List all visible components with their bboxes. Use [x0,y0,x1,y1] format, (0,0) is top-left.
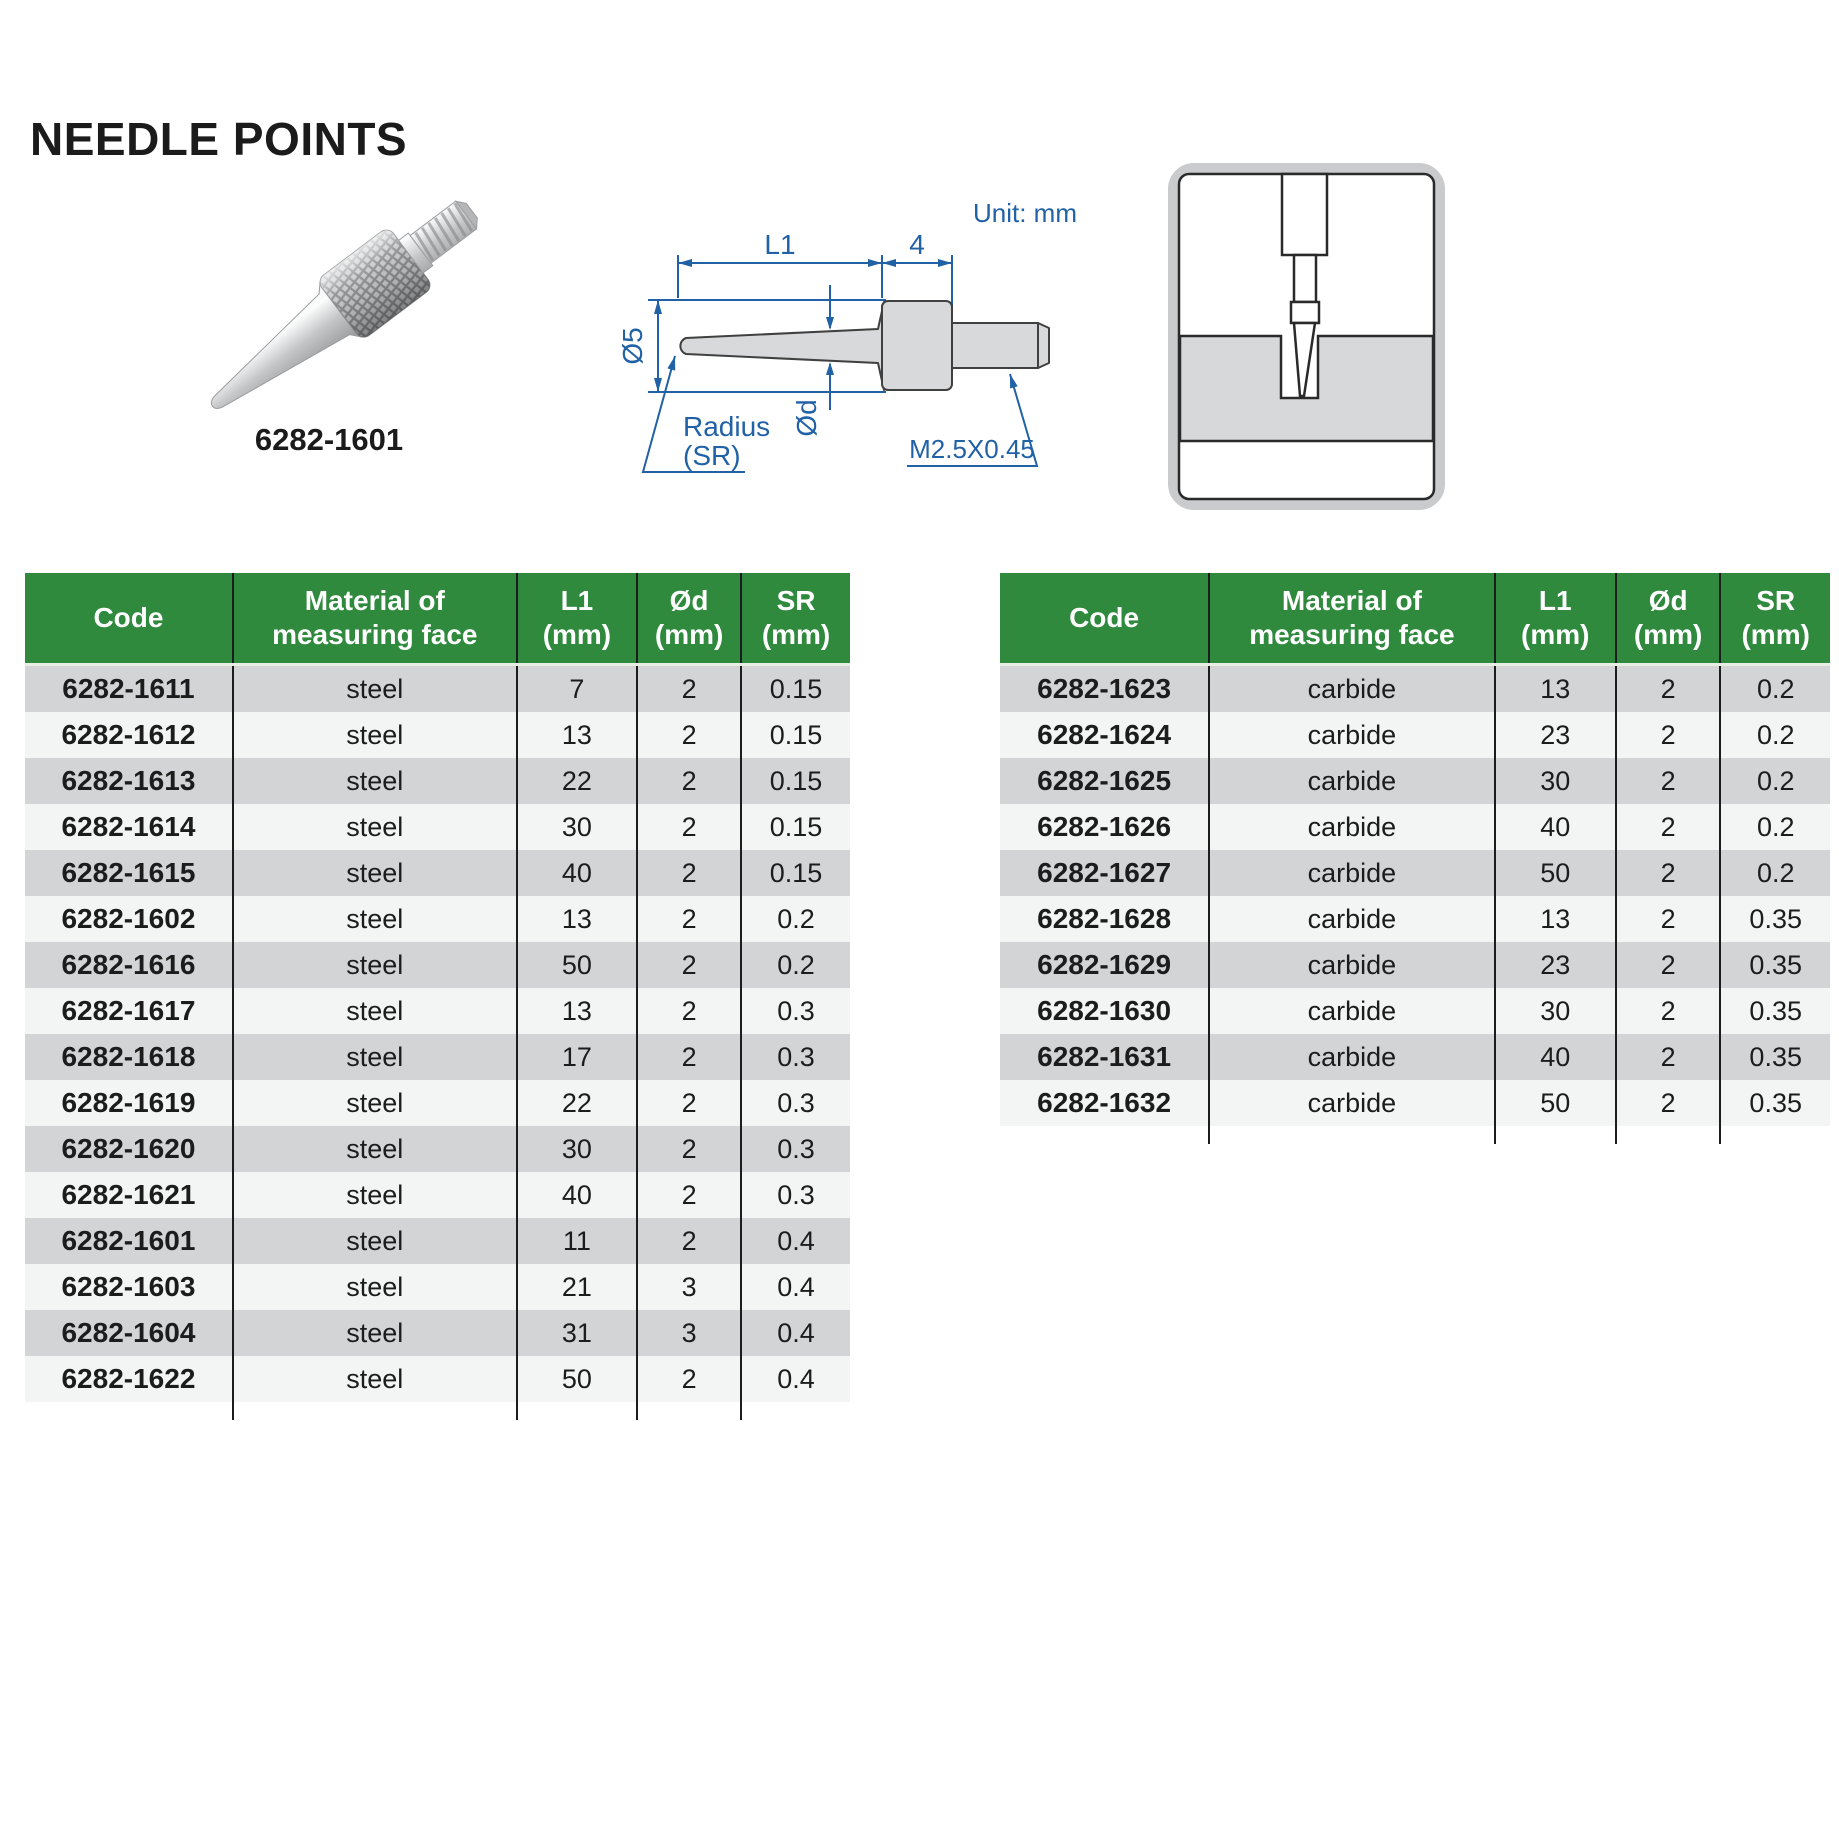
table-row [1000,896,1830,942]
table-row [25,758,850,804]
header-cell: L1 (mm) [1495,573,1616,665]
table-cell-material: steel [233,1310,517,1356]
table-row [25,665,850,713]
table-cell-l1: 50 [1495,1080,1616,1126]
header-row [1000,573,1830,665]
table-cell-sr: 0.3 [741,1034,850,1080]
page-title: NEEDLE POINTS [30,113,408,165]
table-row [25,712,850,758]
table-cell-od: 2 [637,850,741,896]
product-code-label: 6282-1601 [254,422,404,457]
table-cell-material: carbide [1209,1080,1495,1126]
table-cell-code: 6282-1622 [25,1356,233,1402]
table-cell-material: steel [233,1172,517,1218]
table-cell-material: carbide [1209,804,1495,850]
table-cell-code: 6282-1615 [25,850,233,896]
table-cell-sr: 0.3 [741,1080,850,1126]
table-cell-code: 6282-1618 [25,1034,233,1080]
header-cell: Ød (mm) [637,573,741,665]
table-row [25,1310,850,1356]
header-cell: L1 (mm) [517,573,637,665]
table-cell-l1: 31 [517,1310,637,1356]
dim-diad-label: Ød [791,399,822,437]
table-cell-l1: 23 [1495,712,1616,758]
table-row [1000,712,1830,758]
table-cell-sr: 0.15 [741,758,850,804]
table-cell-od: 2 [637,1172,741,1218]
table-cell-l1: 7 [517,665,637,713]
dim-dia5-label: Ø5 [617,327,648,365]
table-cell-material: carbide [1209,712,1495,758]
table-cell-l1: 50 [517,942,637,988]
table-cell-code: 6282-1612 [25,712,233,758]
table-cell-code: 6282-1624 [1000,712,1209,758]
table-cell-material: carbide [1209,942,1495,988]
table-row [25,1218,850,1264]
table-cell-l1: 22 [517,758,637,804]
table-row [25,804,850,850]
spec-table-steel [25,573,850,1420]
table-cell-code: 6282-1630 [1000,988,1209,1034]
table-cell-material: steel [233,1264,517,1310]
table-cell-l1: 30 [517,1126,637,1172]
drawing-needle [680,302,884,390]
table-row [1000,988,1830,1034]
table-row [25,850,850,896]
table-cell-code: 6282-1616 [25,942,233,988]
table-cell-sr: 0.3 [741,988,850,1034]
column-line-extension-cell [1000,1126,1209,1144]
table-cell-sr: 0.4 [741,1218,850,1264]
table-cell-code: 6282-1602 [25,896,233,942]
header-cell: Code [25,573,233,665]
table-cell-l1: 50 [1495,850,1616,896]
table-cell-sr: 0.2 [741,942,850,988]
table-cell-od: 2 [1616,758,1721,804]
usage-illustration [1165,160,1448,512]
table-cell-sr: 0.2 [1720,850,1830,896]
table-cell-sr: 0.3 [741,1172,850,1218]
dim-4-label: 4 [909,229,925,260]
table-cell-material: steel [233,896,517,942]
table-cell-material: steel [233,1034,517,1080]
table-row [25,942,850,988]
dimension-drawing [540,170,1160,502]
needle-point-photo-group [190,181,495,437]
dim-l1-label: L1 [764,229,796,260]
table-cell-od: 3 [637,1264,741,1310]
table-row [1000,1080,1830,1126]
table-cell-od: 2 [1616,1080,1721,1126]
table-cell-code: 6282-1604 [25,1310,233,1356]
table-cell-code: 6282-1628 [1000,896,1209,942]
needle-part-outline [680,301,1049,390]
table-row [1000,1034,1830,1080]
spec-table-carbide [1000,573,1830,1144]
table-row [25,1172,850,1218]
table-cell-l1: 23 [1495,942,1616,988]
table-cell-od: 2 [637,988,741,1034]
product-photo [168,158,498,443]
table-cell-sr: 0.2 [1720,758,1830,804]
thread-spec-label: M2.5X0.45 [909,434,1035,464]
table-cell-od: 2 [637,942,741,988]
table-cell-sr: 0.15 [741,804,850,850]
column-line-extension-cell [233,1402,517,1420]
table-cell-material: carbide [1209,988,1495,1034]
table-cell-od: 2 [637,1080,741,1126]
table-cell-od: 2 [1616,896,1721,942]
radius-label-line1: Radius [683,411,771,442]
column-line-extension-cell [1720,1126,1830,1144]
table-cell-od: 2 [1616,804,1721,850]
table-cell-sr: 0.4 [741,1356,850,1402]
table-row [1000,758,1830,804]
column-line-extension-cell [637,1402,741,1420]
table-cell-code: 6282-1632 [1000,1080,1209,1126]
column-line-extension [1000,1126,1830,1144]
table-cell-l1: 30 [517,804,637,850]
table-cell-sr: 0.35 [1720,1034,1830,1080]
table-cell-l1: 13 [1495,665,1616,713]
table-cell-code: 6282-1613 [25,758,233,804]
table-cell-material: steel [233,1126,517,1172]
table-cell-code: 6282-1625 [1000,758,1209,804]
header-cell: Material of measuring face [1209,573,1495,665]
table-cell-code: 6282-1631 [1000,1034,1209,1080]
table-cell-material: carbide [1209,665,1495,713]
table-row [1000,942,1830,988]
table-cell-sr: 0.4 [741,1310,850,1356]
table-row [1000,665,1830,713]
table-cell-l1: 21 [517,1264,637,1310]
table-cell-od: 2 [1616,988,1721,1034]
table-cell-sr: 0.3 [741,1126,850,1172]
table-cell-od: 2 [1616,712,1721,758]
table-cell-od: 2 [637,1034,741,1080]
table-cell-sr: 0.2 [1720,804,1830,850]
table-row [25,896,850,942]
table-row [1000,804,1830,850]
column-line-extension-cell [741,1402,850,1420]
table-cell-code: 6282-1620 [25,1126,233,1172]
table-cell-code: 6282-1619 [25,1080,233,1126]
table-cell-od: 2 [637,1356,741,1402]
table-cell-l1: 30 [1495,758,1616,804]
table-cell-l1: 11 [517,1218,637,1264]
table-cell-code: 6282-1614 [25,804,233,850]
table-cell-material: steel [233,712,517,758]
table-cell-material: steel [233,850,517,896]
table-cell-material: carbide [1209,758,1495,804]
table-cell-sr: 0.15 [741,850,850,896]
table-cell-od: 2 [637,1218,741,1264]
table-row [25,1126,850,1172]
table-cell-od: 2 [1616,665,1721,713]
table-cell-od: 2 [637,758,741,804]
table-cell-sr: 0.2 [741,896,850,942]
header-row [25,573,850,665]
table-cell-material: steel [233,1080,517,1126]
radius-label-line2: (SR) [683,440,741,471]
column-line-extension-cell [1209,1126,1495,1144]
table-cell-l1: 13 [1495,896,1616,942]
table-cell-code: 6282-1629 [1000,942,1209,988]
table-cell-code: 6282-1617 [25,988,233,1034]
table-cell-od: 2 [1616,942,1721,988]
table-cell-material: steel [233,804,517,850]
header-cell: SR (mm) [741,573,850,665]
table-cell-l1: 40 [1495,804,1616,850]
unit-label: Unit: mm [973,198,1077,228]
table-cell-od: 2 [637,665,741,713]
table-cell-code: 6282-1621 [25,1172,233,1218]
table-row [25,1080,850,1126]
table-cell-l1: 13 [517,896,637,942]
table-cell-sr: 0.35 [1720,942,1830,988]
table-cell-code: 6282-1626 [1000,804,1209,850]
table-cell-l1: 40 [1495,1034,1616,1080]
table-cell-l1: 13 [517,712,637,758]
header-cell: Ød (mm) [1616,573,1721,665]
table-cell-material: carbide [1209,850,1495,896]
drawing-collar [882,301,952,390]
table-cell-material: carbide [1209,896,1495,942]
column-line-extension [25,1402,850,1420]
table-cell-material: steel [233,988,517,1034]
table-cell-l1: 40 [517,1172,637,1218]
table-cell-l1: 13 [517,988,637,1034]
table-cell-od: 2 [1616,850,1721,896]
table-cell-l1: 30 [1495,988,1616,1034]
table-cell-material: steel [233,758,517,804]
table-row [1000,850,1830,896]
table-cell-material: steel [233,1356,517,1402]
table-cell-sr: 0.35 [1720,1080,1830,1126]
table-row [25,1034,850,1080]
table-cell-code: 6282-1601 [25,1218,233,1264]
table-cell-l1: 50 [517,1356,637,1402]
drawing-shank-chamfer [1038,323,1049,368]
table-cell-od: 2 [637,712,741,758]
table-cell-material: steel [233,665,517,713]
table-cell-l1: 40 [517,850,637,896]
table-cell-code: 6282-1623 [1000,665,1209,713]
table-cell-code: 6282-1627 [1000,850,1209,896]
table-cell-l1: 22 [517,1080,637,1126]
header-cell: Code [1000,573,1209,665]
table-cell-code: 6282-1611 [25,665,233,713]
table-cell-od: 2 [637,896,741,942]
table-cell-od: 3 [637,1310,741,1356]
table-cell-sr: 0.2 [1720,665,1830,713]
table-row [25,1356,850,1402]
column-line-extension-cell [517,1402,637,1420]
drawing-shank [952,323,1038,368]
table-row [25,988,850,1034]
table-cell-sr: 0.35 [1720,896,1830,942]
table-cell-sr: 0.15 [741,665,850,713]
table-cell-sr: 0.4 [741,1264,850,1310]
table-cell-sr: 0.15 [741,712,850,758]
table-cell-od: 2 [637,1126,741,1172]
column-line-extension-cell [25,1402,233,1420]
table-cell-sr: 0.2 [1720,712,1830,758]
table-cell-material: carbide [1209,1034,1495,1080]
column-line-extension-cell [1616,1126,1721,1144]
table-cell-code: 6282-1603 [25,1264,233,1310]
table-cell-od: 2 [1616,1034,1721,1080]
table-cell-material: steel [233,942,517,988]
table-cell-sr: 0.35 [1720,988,1830,1034]
table-cell-od: 2 [637,804,741,850]
header-cell: SR (mm) [1720,573,1830,665]
table-cell-l1: 17 [517,1034,637,1080]
column-line-extension-cell [1495,1126,1616,1144]
table-cell-material: steel [233,1218,517,1264]
table-row [25,1264,850,1310]
header-cell: Material of measuring face [233,573,517,665]
